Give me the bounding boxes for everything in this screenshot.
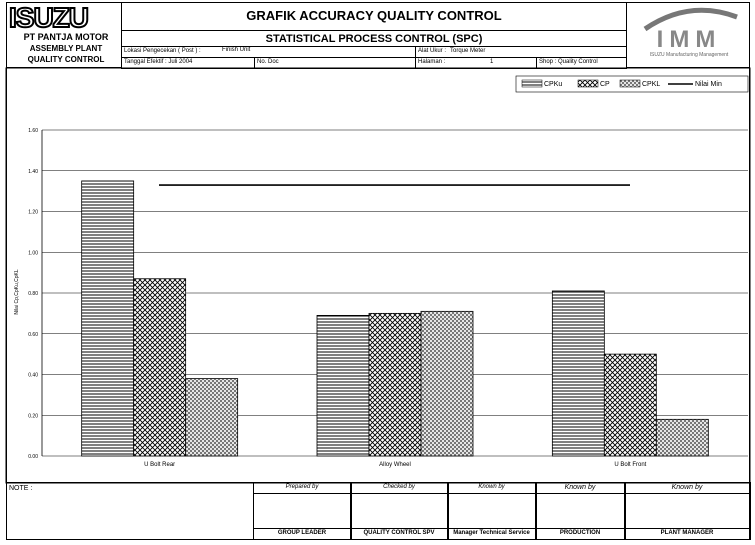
bar-cpkl bbox=[186, 379, 238, 456]
legend-label: CPKL bbox=[642, 81, 661, 88]
signature-role: Known by bbox=[478, 484, 505, 490]
lokasi-value: Finish Unit bbox=[222, 47, 251, 53]
y-tick-label: 1.00 bbox=[28, 250, 38, 257]
lokasi-label: Lokasi Pengecekan ( Post ) : bbox=[124, 48, 201, 54]
isuzu-logo: ISUZU bbox=[9, 2, 88, 33]
alat-value: Torque Meter bbox=[450, 48, 486, 54]
alat-label: Alat Ukur : bbox=[418, 48, 447, 54]
x-category-label: Alloy Wheel bbox=[379, 462, 411, 468]
shop-label: Shop : Quality Control bbox=[539, 59, 598, 65]
company-name: PT PANTJA MOTOR bbox=[23, 32, 109, 42]
bar-cpku bbox=[552, 291, 604, 456]
bar-cp bbox=[604, 354, 656, 456]
signature-title: Manager Technical Service bbox=[453, 530, 530, 536]
tanggal-label: Tanggal Efektif : Juli 2004 bbox=[124, 59, 193, 65]
y-axis-label: Nilai Cp,CpKu,CpKL bbox=[14, 269, 20, 315]
legend-swatch-cp bbox=[578, 80, 598, 87]
y-tick-label: 0.60 bbox=[28, 331, 38, 338]
signature-role: Checked by bbox=[383, 484, 415, 490]
imm-logo-text: IMM bbox=[656, 26, 722, 53]
y-tick-label: 1.40 bbox=[28, 168, 38, 175]
page-title: GRAFIK ACCURACY QUALITY CONTROL bbox=[246, 8, 502, 23]
legend-label: CPKu bbox=[544, 81, 563, 88]
legend-label: CP bbox=[600, 81, 610, 88]
y-tick-label: 0.20 bbox=[28, 413, 38, 420]
legend-swatch-cpkl bbox=[620, 80, 640, 87]
plant-name: ASSEMBLY PLANT bbox=[29, 44, 103, 53]
signature-role: Known by bbox=[671, 484, 703, 491]
note-label: NOTE : bbox=[9, 485, 33, 492]
signature-title: QUALITY CONTROL SPV bbox=[363, 530, 435, 536]
x-category-label: U Bolt Front bbox=[614, 462, 647, 468]
department-name: QUALITY CONTROL bbox=[27, 55, 105, 64]
halaman-label: Halaman : bbox=[418, 59, 446, 65]
bar-cpku bbox=[317, 315, 369, 456]
bar-cpkl bbox=[656, 419, 708, 456]
no-doc-label: No. Doc bbox=[257, 59, 279, 65]
halaman-value: 1 bbox=[490, 59, 494, 65]
signature-role: Known by bbox=[564, 484, 596, 491]
y-tick-label: 0.80 bbox=[28, 291, 38, 297]
imm-tagline: ISUZU Manufacturing Management bbox=[649, 52, 729, 58]
signature-role: Prepared by bbox=[285, 484, 319, 490]
legend-label: Nilai Min bbox=[695, 81, 722, 88]
legend-swatch-cpku bbox=[522, 80, 542, 87]
y-tick-label: 1.60 bbox=[28, 128, 38, 134]
x-category-label: U Bolt Rear bbox=[144, 462, 176, 468]
signature-title: PRODUCTION bbox=[559, 530, 601, 536]
y-tick-label: 1.20 bbox=[28, 209, 38, 216]
y-tick-label: 0.40 bbox=[28, 372, 38, 379]
signature-title: GROUP LEADER bbox=[277, 530, 327, 536]
signature-title: PLANT MANAGER bbox=[660, 530, 714, 536]
bar-cpkl bbox=[421, 311, 473, 456]
page-subtitle: STATISTICAL PROCESS CONTROL (SPC) bbox=[265, 33, 483, 45]
bar-cp bbox=[134, 279, 186, 456]
y-tick-label: 0.00 bbox=[28, 454, 38, 460]
bar-cpku bbox=[82, 181, 134, 456]
bar-cp bbox=[369, 313, 421, 456]
